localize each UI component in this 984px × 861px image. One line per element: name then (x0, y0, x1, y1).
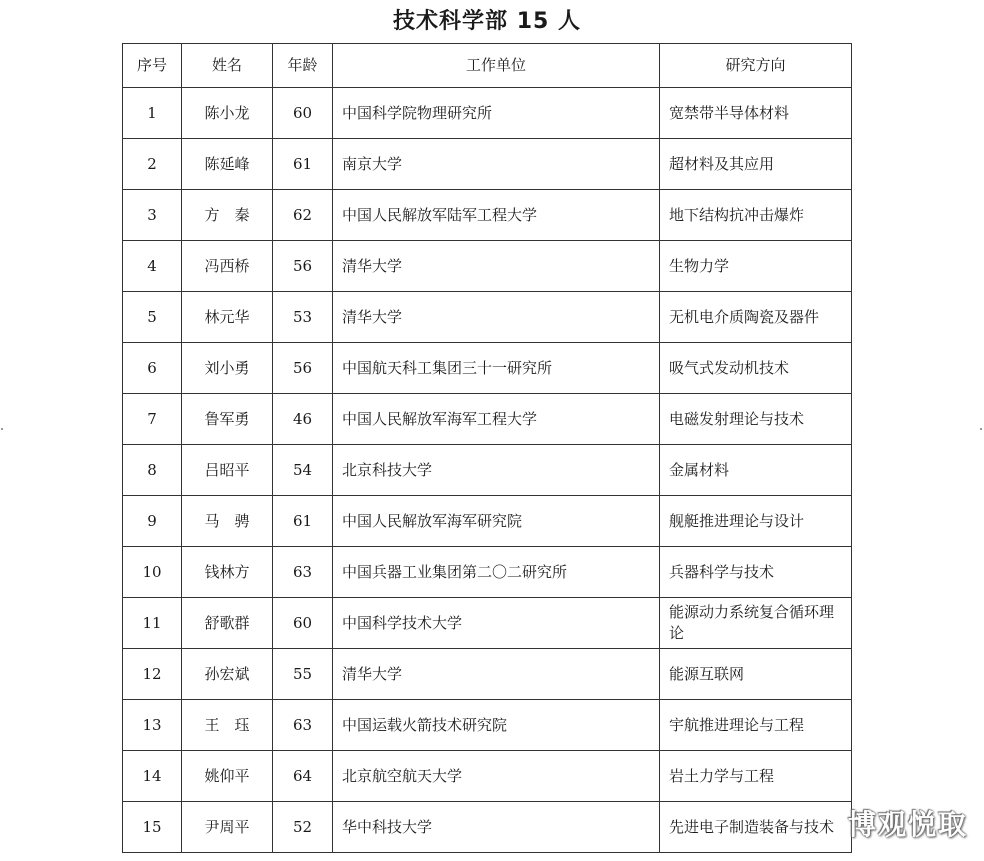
cell-unit: 中国人民解放军海军工程大学 (333, 394, 660, 445)
cell-index: 6 (123, 343, 182, 394)
table-row (123, 598, 852, 649)
cell-index: 9 (123, 496, 182, 547)
edge-dot-right (980, 428, 982, 430)
cell-name: 陈延峰 (182, 139, 273, 190)
cell-age: 63 (273, 547, 333, 598)
table-row (123, 394, 852, 445)
cell-direction: 舰艇推进理论与设计 (660, 496, 852, 547)
cell-direction: 宽禁带半导体材料 (660, 88, 852, 139)
cell-age: 56 (273, 241, 333, 292)
cell-age: 46 (273, 394, 333, 445)
cell-name: 孙宏斌 (182, 649, 273, 700)
cell-unit: 中国兵器工业集团第二〇二研究所 (333, 547, 660, 598)
cell-age: 60 (273, 88, 333, 139)
cell-index: 13 (123, 700, 182, 751)
cell-name: 舒歌群 (182, 598, 273, 649)
cell-age: 60 (273, 598, 333, 649)
cell-unit: 中国航天科工集团三十一研究所 (333, 343, 660, 394)
cell-unit: 中国科学院物理研究所 (333, 88, 660, 139)
cell-age: 61 (273, 496, 333, 547)
cell-name: 钱林方 (182, 547, 273, 598)
cell-direction: 电磁发射理论与技术 (660, 394, 852, 445)
cell-unit: 南京大学 (333, 139, 660, 190)
cell-age: 54 (273, 445, 333, 496)
table-row (123, 649, 852, 700)
header-age: 年龄 (273, 44, 333, 88)
table-row (123, 343, 852, 394)
cell-unit: 华中科技大学 (333, 802, 660, 853)
cell-name: 吕昭平 (182, 445, 273, 496)
header-unit: 工作单位 (333, 44, 660, 88)
cell-index: 4 (123, 241, 182, 292)
cell-age: 53 (273, 292, 333, 343)
cell-direction: 生物力学 (660, 241, 852, 292)
cell-unit: 北京航空航天大学 (333, 751, 660, 802)
cell-index: 11 (123, 598, 182, 649)
cell-name: 陈小龙 (182, 88, 273, 139)
cell-age: 62 (273, 190, 333, 241)
cell-direction: 先进电子制造装备与技术 (660, 802, 852, 853)
cell-direction: 无机电介质陶瓷及器件 (660, 292, 852, 343)
cell-name: 鲁军勇 (182, 394, 273, 445)
cell-index: 3 (123, 190, 182, 241)
cell-unit: 中国运载火箭技术研究院 (333, 700, 660, 751)
cell-age: 61 (273, 139, 333, 190)
cell-unit: 中国人民解放军海军研究院 (333, 496, 660, 547)
watermark-logo: 博观悦取 (847, 808, 968, 841)
cell-index: 12 (123, 649, 182, 700)
table-row (123, 496, 852, 547)
table-row (123, 139, 852, 190)
header-direction: 研究方向 (660, 44, 852, 88)
header-name: 姓名 (182, 44, 273, 88)
table-row (123, 547, 852, 598)
cell-index: 2 (123, 139, 182, 190)
cell-unit: 中国科学技术大学 (333, 598, 660, 649)
cell-name: 尹周平 (182, 802, 273, 853)
cell-age: 56 (273, 343, 333, 394)
cell-age: 64 (273, 751, 333, 802)
cell-name: 刘小勇 (182, 343, 273, 394)
cell-name: 姚仰平 (182, 751, 273, 802)
cell-name: 林元华 (182, 292, 273, 343)
table-row (123, 802, 852, 853)
cell-direction: 能源动力系统复合循环理论 (660, 598, 852, 649)
cell-direction: 宇航推进理论与工程 (660, 700, 852, 751)
cell-name: 冯西桥 (182, 241, 273, 292)
cell-unit: 清华大学 (333, 292, 660, 343)
cell-direction: 地下结构抗冲击爆炸 (660, 190, 852, 241)
cell-direction: 金属材料 (660, 445, 852, 496)
edge-dot-left (1, 428, 3, 430)
cell-direction: 超材料及其应用 (660, 139, 852, 190)
cell-index: 8 (123, 445, 182, 496)
cell-direction: 吸气式发动机技术 (660, 343, 852, 394)
table-row (123, 88, 852, 139)
cell-index: 5 (123, 292, 182, 343)
table-row (123, 190, 852, 241)
table-body (123, 88, 852, 853)
table-row (123, 445, 852, 496)
cell-unit: 北京科技大学 (333, 445, 660, 496)
cell-direction: 能源互联网 (660, 649, 852, 700)
cell-unit: 清华大学 (333, 649, 660, 700)
table-row (123, 700, 852, 751)
page-title: 技术科学部 15 人 (393, 9, 581, 34)
table-row (123, 241, 852, 292)
cell-direction: 岩土力学与工程 (660, 751, 852, 802)
cell-name: 方 秦 (182, 190, 273, 241)
cell-name: 王 珏 (182, 700, 273, 751)
table-row (123, 292, 852, 343)
cell-age: 63 (273, 700, 333, 751)
table-header-row (123, 44, 852, 88)
cell-index: 1 (123, 88, 182, 139)
cell-unit: 清华大学 (333, 241, 660, 292)
cell-name: 马 骋 (182, 496, 273, 547)
cell-age: 55 (273, 649, 333, 700)
cell-index: 15 (123, 802, 182, 853)
cell-unit: 中国人民解放军陆军工程大学 (333, 190, 660, 241)
cell-index: 10 (123, 547, 182, 598)
cell-index: 14 (123, 751, 182, 802)
table-row (123, 751, 852, 802)
cell-index: 7 (123, 394, 182, 445)
header-index: 序号 (123, 44, 182, 88)
cell-age: 52 (273, 802, 333, 853)
cell-direction: 兵器科学与技术 (660, 547, 852, 598)
academician-table (122, 43, 852, 853)
